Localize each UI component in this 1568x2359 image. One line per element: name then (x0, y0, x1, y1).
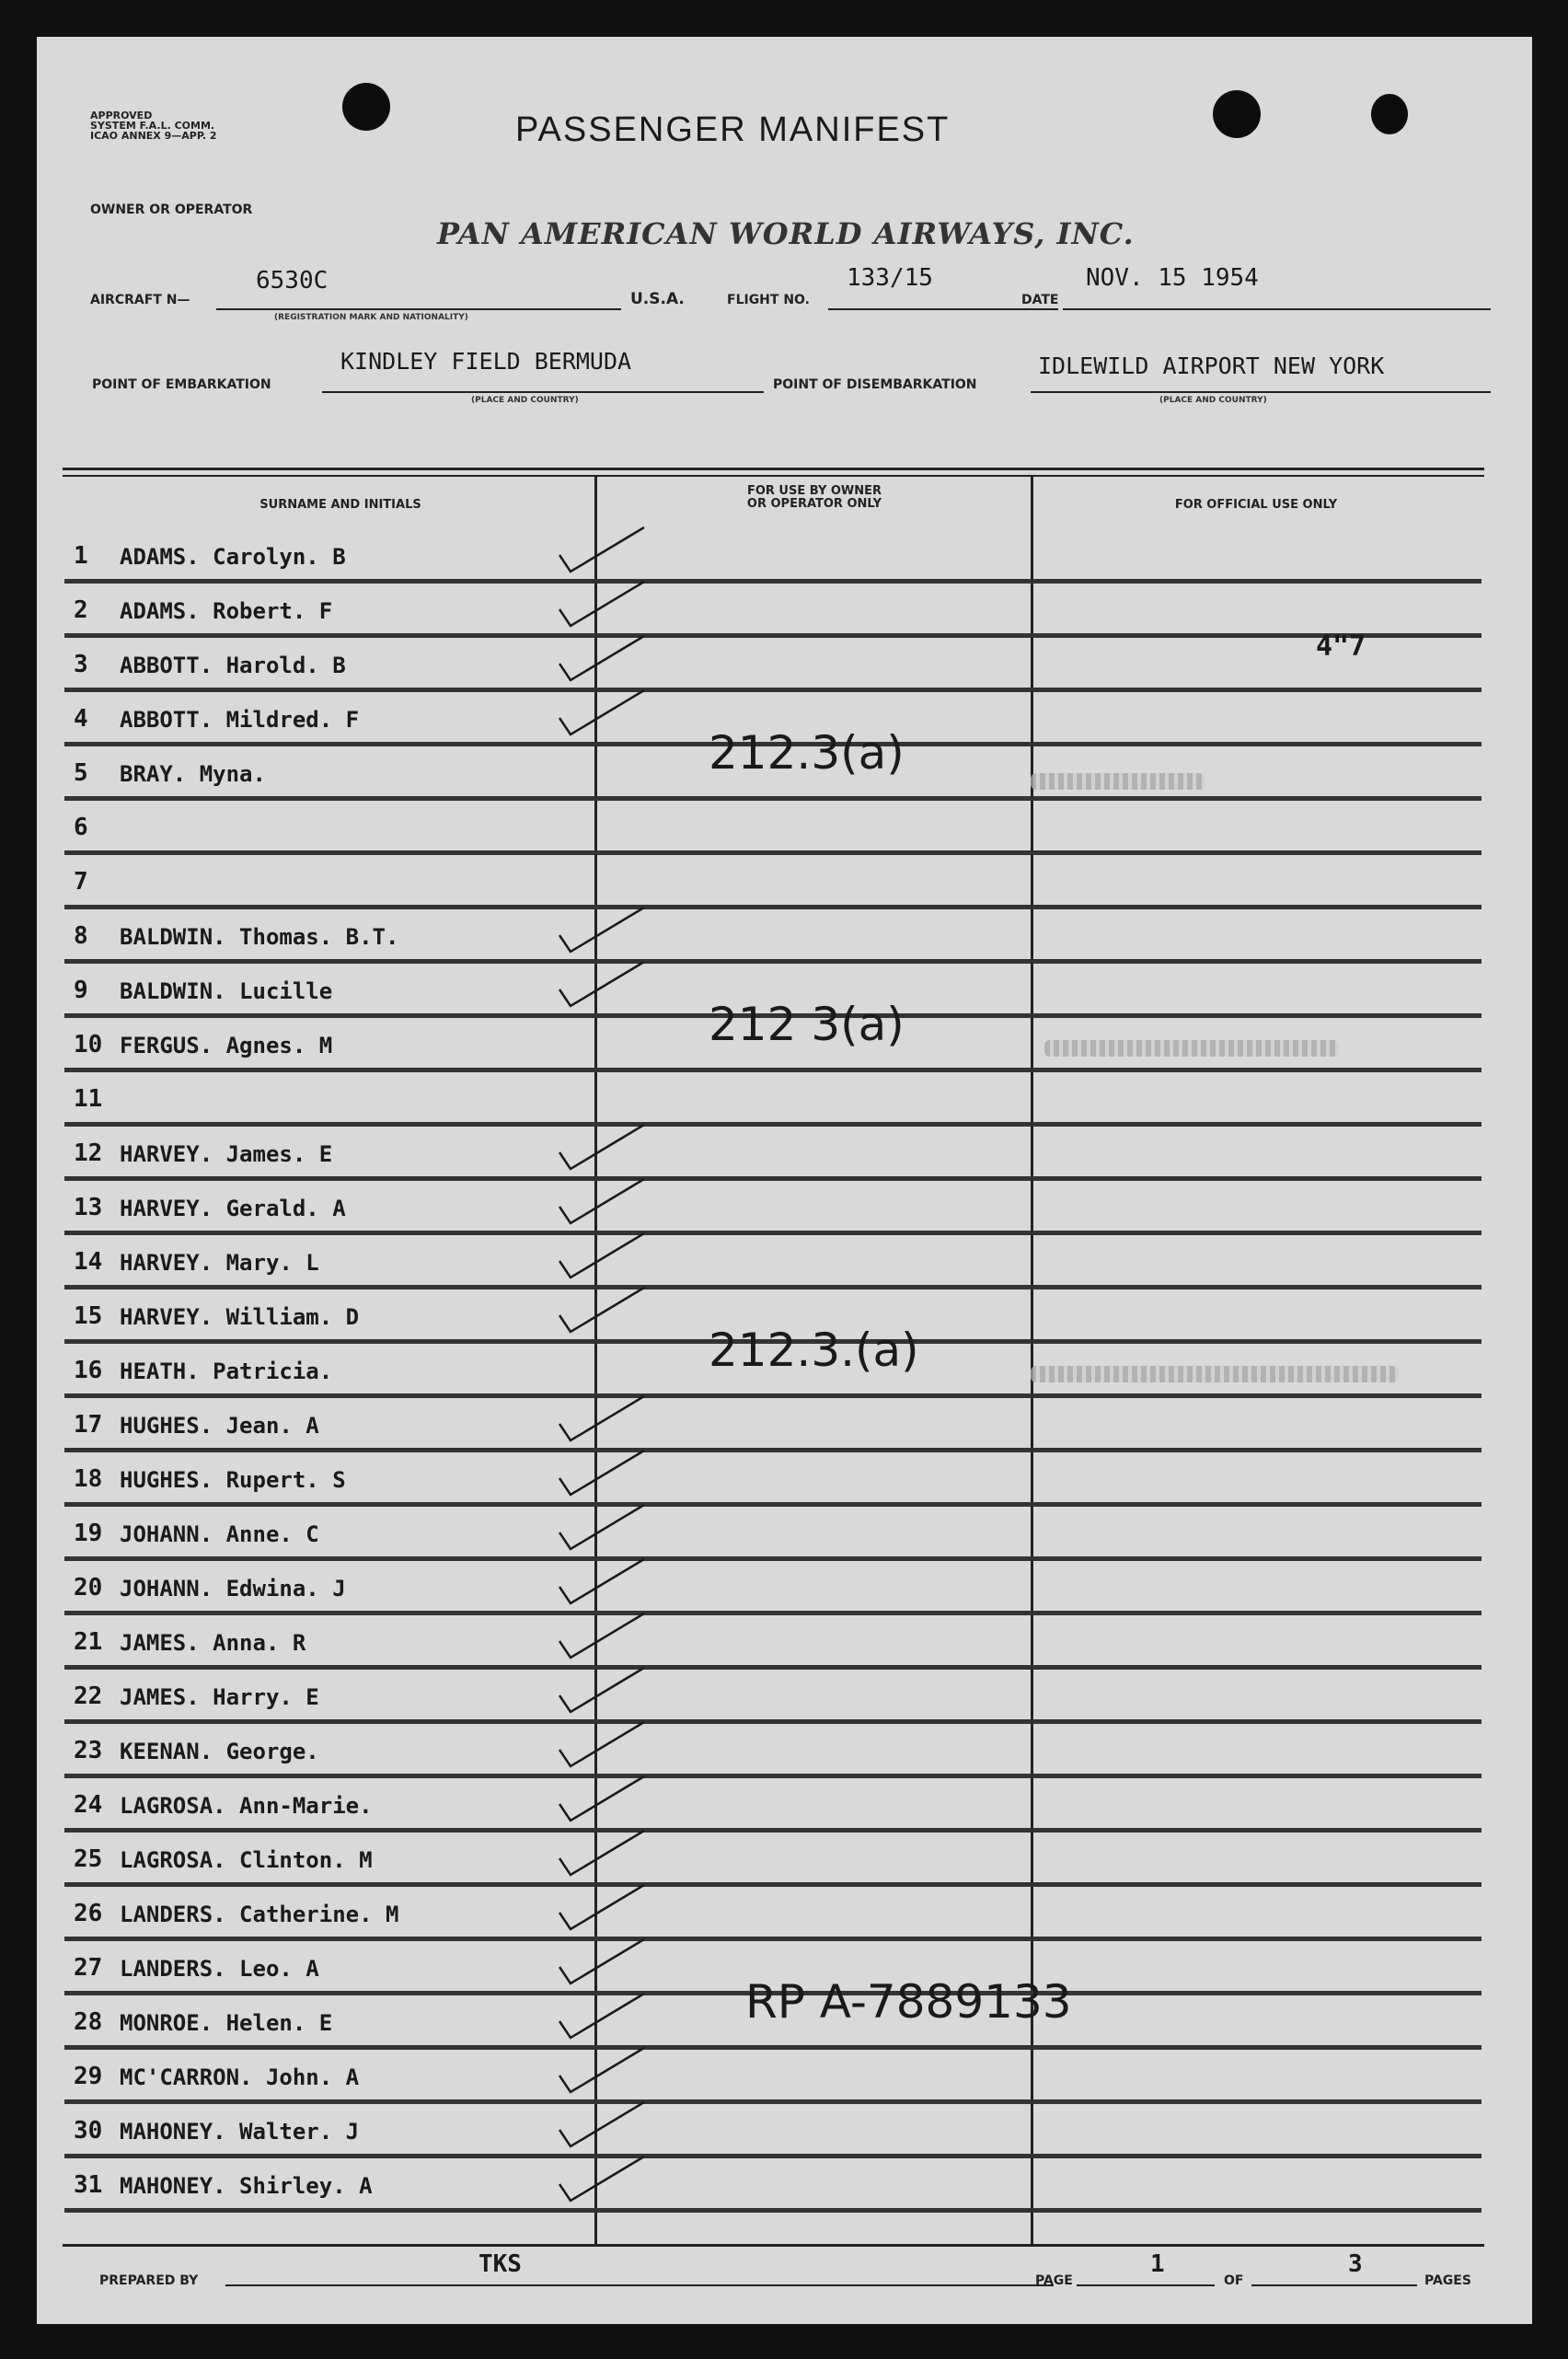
of-value: 3 (1348, 2250, 1363, 2278)
row-number: 7 (74, 868, 88, 896)
row-number: 5 (74, 759, 88, 787)
checkmark-icon (559, 1885, 644, 1929)
official-note: 4"7 (1316, 630, 1366, 663)
of-label: OF (1224, 2273, 1244, 2288)
passenger-name: HEATH. Patricia. (120, 1359, 333, 1384)
row-number: 30 (74, 2117, 103, 2145)
date-label: DATE (1021, 293, 1059, 307)
page-value: 1 (1150, 2250, 1165, 2278)
row-number: 27 (74, 1954, 103, 1982)
checkmark-icon (559, 636, 644, 680)
checkmark-icon (559, 527, 644, 572)
checkmark-icon (559, 1776, 644, 1821)
operator-name: PAN AMERICAN WORLD AIRWAYS, INC. (437, 216, 1135, 251)
passenger-name: LAGROSA. Clinton. M (120, 1847, 373, 1873)
row-number: 18 (74, 1465, 103, 1493)
row-number: 3 (74, 651, 88, 678)
approval-line: SYSTEM F.A.L. COMM. (90, 120, 215, 132)
column-header-surname: SURNAME AND INITIALS (259, 498, 421, 512)
passenger-name: ADAMS. Carolyn. B (120, 544, 346, 570)
row-number: 20 (74, 1574, 103, 1602)
row-number: 15 (74, 1302, 103, 1330)
aircraft-value: 6530C (256, 267, 329, 295)
handwritten-note: 212.3.(a) (709, 1324, 919, 1377)
checkmark-icon (559, 1451, 644, 1495)
checkmark-icon (559, 1396, 644, 1440)
pages-label: PAGES (1424, 2273, 1471, 2288)
row-number: 19 (74, 1520, 103, 1547)
row-number: 31 (74, 2171, 103, 2199)
prepared-value: TKS (478, 2250, 522, 2278)
passenger-name: LAGROSA. Ann-Marie. (120, 1793, 373, 1819)
row-number: 25 (74, 1845, 103, 1873)
checkmark-icon (559, 1613, 644, 1658)
checkmark-icon (559, 2157, 644, 2201)
passenger-name: HARVEY. Gerald. A (120, 1196, 346, 1221)
page-title: PASSENGER MANIFEST (515, 110, 951, 149)
disembark-label: POINT OF DISEMBARKATION (773, 377, 977, 392)
checkmark-icon (559, 1994, 644, 2038)
passenger-name: HARVEY. Mary. L (120, 1250, 319, 1276)
of-underline (1251, 2284, 1417, 2286)
approval-line: ICAO ANNEX 9—APP. 2 (90, 130, 217, 142)
checkmark-icon (559, 2102, 644, 2146)
handwritten-note: 212 3(a) (709, 998, 905, 1051)
checkmark-icon (559, 1559, 644, 1603)
prepared-label: PREPARED BY (99, 2273, 199, 2288)
page-label: PAGE (1035, 2273, 1073, 2288)
row-number: 13 (74, 1194, 103, 1221)
passenger-name: HUGHES. Jean. A (120, 1413, 319, 1439)
embark-label: POINT OF EMBARKATION (92, 377, 271, 392)
registration-caption: (REGISTRATION MARK AND NATIONALITY) (274, 313, 468, 322)
row-number: 21 (74, 1628, 103, 1656)
checkmark-icon (559, 1288, 644, 1332)
row-number: 6 (74, 814, 88, 841)
aircraft-label: AIRCRAFT N— (90, 293, 190, 307)
row-number: 2 (74, 596, 88, 624)
row-number: 17 (74, 1411, 103, 1439)
passenger-name: LANDERS. Leo. A (120, 1956, 319, 1982)
disembark-value: IDLEWILD AIRPORT NEW YORK (1038, 353, 1385, 379)
table-bottom-rule (63, 2244, 1484, 2247)
passenger-name: ABBOTT. Harold. B (120, 653, 346, 678)
passenger-name: HARVEY. James. E (120, 1141, 333, 1167)
checkmark-icon (559, 962, 644, 1006)
manifest-sheet (37, 37, 1532, 2324)
row-number: 11 (74, 1085, 103, 1113)
passenger-name: HUGHES. Rupert. S (120, 1467, 346, 1493)
checkmark-icon (559, 1179, 644, 1223)
checkmark-icon (559, 1233, 644, 1278)
prepared-underline (225, 2284, 1054, 2286)
passenger-name: BALDWIN. Lucille (120, 978, 333, 1004)
checkmark-icon (559, 1831, 644, 1875)
row-number: 28 (74, 2008, 103, 2036)
row-number: 12 (74, 1139, 103, 1167)
checkmarks-layer (37, 37, 1532, 2324)
passenger-name: JOHANN. Edwina. J (120, 1576, 346, 1602)
checkmark-icon (559, 1939, 644, 1983)
passenger-name: MC'CARRON. John. A (120, 2064, 360, 2090)
date-value: NOV. 15 1954 (1086, 264, 1259, 292)
checkmark-icon (559, 690, 644, 734)
column-header-official: FOR OFFICIAL USE ONLY (1174, 498, 1338, 512)
row-number: 1 (74, 542, 88, 570)
row-number: 16 (74, 1357, 103, 1384)
row-number: 9 (74, 977, 88, 1004)
checkmark-icon (559, 582, 644, 626)
handwritten-note: RP A-7889133 (745, 1975, 1072, 2029)
row-number: 24 (74, 1791, 103, 1819)
checkmark-icon (559, 2048, 644, 2092)
row-number: 29 (74, 2063, 103, 2090)
passenger-name: ABBOTT. Mildred. F (120, 707, 360, 733)
passenger-name: FERGUS. Agnes. M (120, 1033, 333, 1058)
embark-value: KINDLEY FIELD BERMUDA (340, 348, 632, 375)
checkmark-icon (559, 1668, 644, 1712)
passenger-name: JAMES. Anna. R (120, 1630, 306, 1656)
flight-label: FLIGHT NO. (727, 293, 810, 307)
passenger-name: BALDWIN. Thomas. B.T. (120, 924, 399, 950)
checkmark-icon (559, 1505, 644, 1549)
checkmark-icon (559, 1722, 644, 1766)
passenger-name: BRAY. Myna. (120, 761, 266, 787)
place-caption-disembark: (PLACE AND COUNTRY) (1159, 396, 1267, 405)
row-number: 10 (74, 1031, 103, 1058)
approval-line: APPROVED (90, 110, 153, 121)
passenger-name: LANDERS. Catherine. M (120, 1902, 399, 1927)
passenger-name: ADAMS. Robert. F (120, 598, 333, 624)
usa-label: U.S.A. (630, 290, 685, 308)
checkmark-icon (559, 1125, 644, 1169)
checkmark-icon (559, 908, 644, 952)
place-caption-embark: (PLACE AND COUNTRY) (471, 396, 579, 405)
column-header-owner: FOR USE BY OWNER OR OPERATOR ONLY (746, 484, 882, 511)
row-number: 8 (74, 922, 88, 950)
page-underline (1077, 2284, 1215, 2286)
row-number: 23 (74, 1737, 103, 1764)
passenger-name: KEENAN. George. (120, 1739, 319, 1764)
row-number: 4 (74, 705, 88, 733)
handwritten-note: 212.3(a) (709, 726, 905, 780)
row-number: 14 (74, 1248, 103, 1276)
passenger-name: JOHANN. Anne. C (120, 1521, 319, 1547)
row-number: 26 (74, 1900, 103, 1927)
row-number: 22 (74, 1683, 103, 1710)
passenger-name: HARVEY. William. D (120, 1304, 360, 1330)
passenger-name: JAMES. Harry. E (120, 1684, 319, 1710)
owner-label: OWNER OR OPERATOR (90, 202, 253, 217)
passenger-name: MAHONEY. Walter. J (120, 2119, 360, 2145)
passenger-name: MAHONEY. Shirley. A (120, 2173, 373, 2199)
passenger-name: MONROE. Helen. E (120, 2010, 333, 2036)
flight-value: 133/15 (847, 264, 933, 292)
